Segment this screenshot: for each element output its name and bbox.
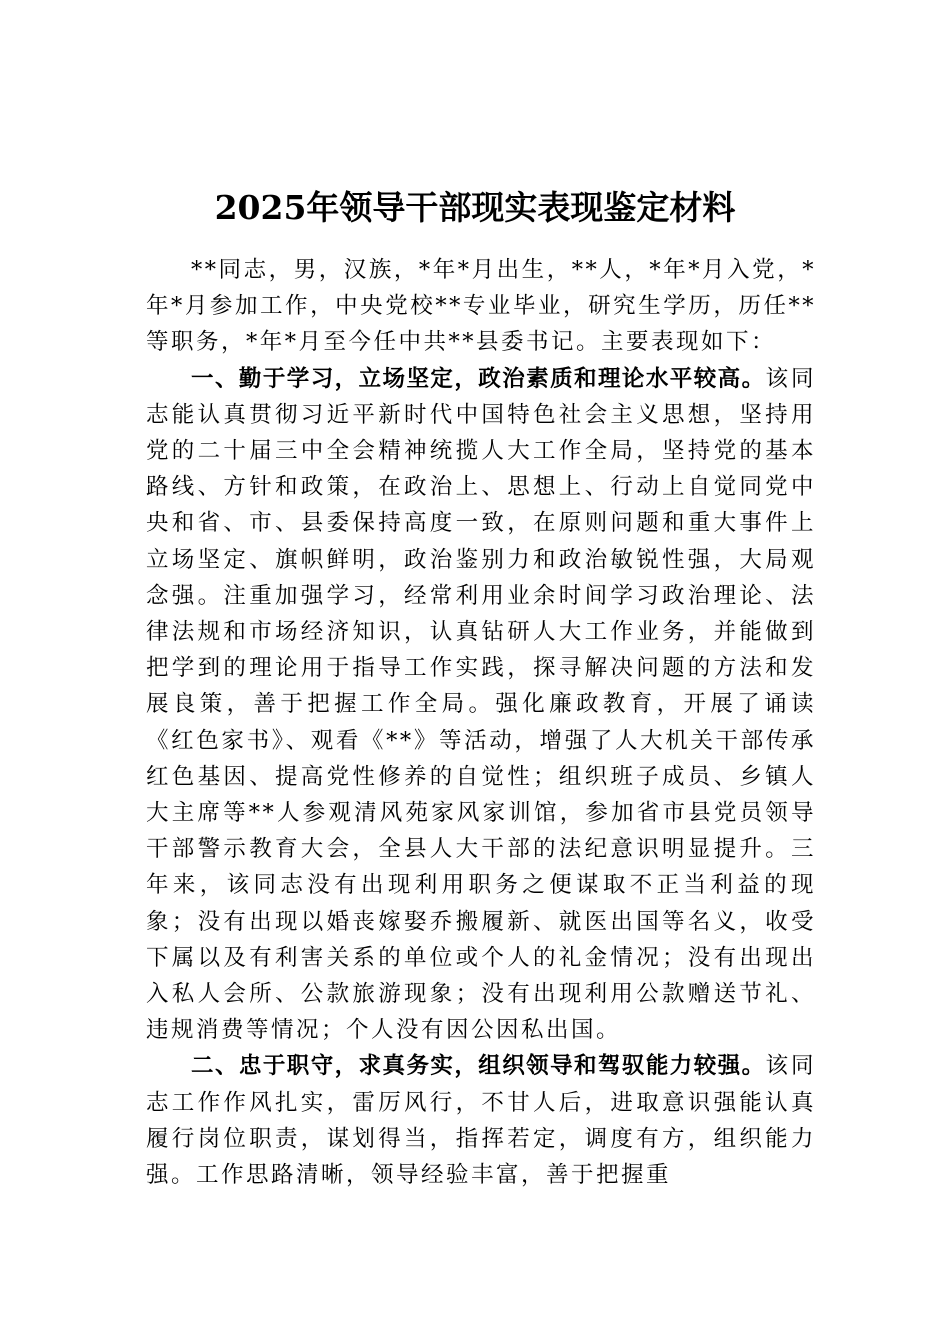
section-1-body: 该同志能认真贯彻习近平新时代中国特色社会主义思想，坚持用党的二十届三中全会精神统揽人大工作全局，坚持党的基本路线、方针和政策，在政治上、思想上、行动上自觉同党中央和省、市、县委保持高度一致，在原则问题和重大事件上立场坚定、旗帜鲜明，政治鉴别力和政治敏锐性强，大局观念强。注重加强学习，经常利用业余时间学习政治理论、法律法规和市场经济知识，认真钻研人大工作业务，并能做到把学到的理论用于指导工作实践，探寻解决问题的方法和发展良策，善于把握工作全局。强化廉政教育，开展了诵读《红色家书》、观看《**》等活动，增强了人大机关干部传承红色基因、提高党性修养的自觉性；组织班子成员、乡镇人大主席等**人参观清风苑家风家训馆，参加省市县党员领导干部警示教育大会，全县人大干部的法纪意识明显提升。三年来，该同志没有出现利用职务之便谋取不正当利益的现象；没有出现以婚丧嫁娶乔搬履新、就医出国等名义，收受下属以及有利害关系的单位或个人的礼金情况；没有出现出入私人会所、公款旅游现象；没有出现利用公款赠送节礼、违规消费等情况；个人没有因公因私出国。 (146, 365, 816, 1044)
document-body (146, 252, 816, 1193)
section-1-paragraph (146, 361, 816, 1049)
section-1-heading: 一、勤于学习，立场坚定，政治素质和理论水平较高。 (191, 365, 766, 392)
intro-paragraph: **同志，男，汉族，*年*月出生，**人，*年*月入党，*年*月参加工作，中央党校**专业毕业，研究生学历，历任**等职务，*年*月至今任中共**县委书记。主要表现如下： (146, 257, 816, 356)
section-2-paragraph (146, 1048, 816, 1193)
section-2-heading: 二、忠于职守，求真务实，组织领导和驾驭能力较强。 (191, 1053, 766, 1080)
document-title: 2025年领导干部现实表现鉴定材料 (214, 188, 736, 228)
section-2-body: 该同志工作作风扎实，雷厉风行，不甘人后，进取意识强能认真履行岗位职责，谋划得当，指挥若定，调度有方，组织能力强。工作思路清晰，领导经验丰富，善于把握重 (146, 1053, 816, 1189)
